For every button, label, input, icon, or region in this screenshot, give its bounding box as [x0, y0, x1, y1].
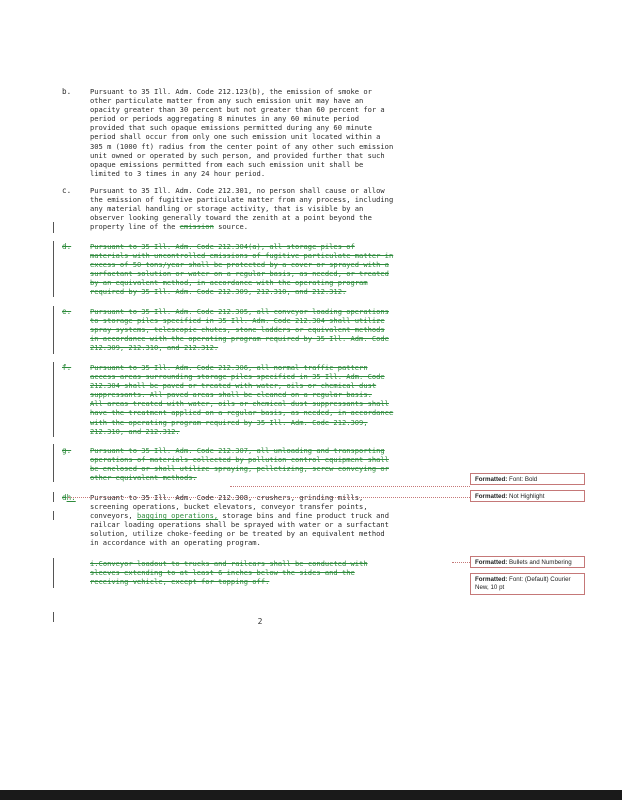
paragraph-b [62, 87, 452, 182]
paragraph-label: e. [62, 307, 72, 316]
paragraph-text: Pursuant to 35 Ill. Adm. Code 212.305, all conveyor loading operations to storage piles specified in 35 Ill. Adm. Code 212.304 shall utilize spray systems, telescopic chutes, stone ladders or equivalent methods in accordance with the operating program required by 35 Ill. Adm. Code 212.309, 212.310, and 212.312. [90, 307, 389, 353]
balloon-connector [230, 486, 470, 487]
change-bar [53, 511, 54, 520]
change-bar [53, 444, 54, 482]
paragraph-text: Pursuant to 35 Ill. Adm. Code 212.306, all normal traffic pattern access areas surrounding storage piles specified in 35 Ill. Adm. Code 212.304 shall be paved or treated with water, oils or chemical dust suppressants. All paved areas shall be cleaned on a regular basis. All areas treated with water, oils or chemical dust suppressants shall have the treatment applied on a regular basis, as needed, in accordance with the operating program required by 35 Ill. Adm. Code 212.309, 212.310, and 212.312. [90, 363, 394, 436]
formatting-balloon[interactable] [470, 490, 585, 502]
change-bar [53, 241, 54, 297]
paragraph-c [62, 186, 452, 234]
paragraph-label: c. [62, 186, 72, 195]
deleted-label: d [62, 493, 67, 502]
paragraph-label: g. [62, 446, 72, 455]
balloon-value: Bullets and Numbering [509, 559, 572, 566]
paragraph-text-body: Conveyor loadout to trucks and railcars shall be conducted with sleeves extending to at least 6 inches below the sides and the receiving vehicle, except for topping off. [90, 559, 368, 587]
balloon-value: Not Highlight [509, 493, 545, 500]
paragraph-e-deleted [62, 307, 452, 355]
paragraph-d-deleted [62, 242, 452, 300]
paragraph-label: b. [62, 87, 72, 96]
page-number: 2 [257, 617, 263, 626]
change-bar [53, 362, 54, 437]
paragraph-g-deleted [62, 446, 452, 484]
deleted-word: emission [179, 222, 214, 232]
formatting-balloon[interactable] [470, 573, 585, 595]
paragraph-i-deleted [90, 559, 452, 589]
inserted-phrase: bagging operations, [136, 511, 219, 521]
paragraph-label: f. [62, 363, 72, 372]
change-bar [53, 612, 54, 622]
paragraph-f-deleted [62, 363, 452, 438]
change-bar [53, 306, 54, 354]
balloon-value: Font: Bold [509, 476, 538, 483]
balloon-connector [452, 562, 470, 563]
paragraph-text-part: storage bins and fine product truck and railcar loading operations shall be sprayed with water or a surfactant solution, utilize choke-feeding or be treated by an equivalent method in accordance with an operating program. [90, 511, 389, 548]
change-bar [53, 558, 54, 588]
paragraph-text [90, 559, 440, 586]
paragraph-text [90, 493, 452, 548]
paragraph-h [62, 493, 452, 551]
formatting-balloon[interactable] [470, 473, 585, 485]
balloon-label: Formatted: [475, 493, 508, 500]
paragraph-text-part: source. [213, 222, 249, 232]
paragraph-text [90, 186, 452, 231]
balloon-connector [68, 497, 470, 498]
balloon-value: Font: (Default) Courier New, 10 pt [475, 576, 571, 591]
paragraph-label: i. [90, 559, 99, 568]
change-bar [53, 492, 54, 502]
paragraph-text: Pursuant to 35 Ill. Adm. Code 212.304(a), all storage piles of materials with uncontrolled emissions of fugitive particulate matter in excess of 50 tons/year shall be protected by a cover or sprayed with a surfactant solution or water on a regular basis, as needed, or treated by an equivalent method, in accordance with the operating program required by 35 Ill. Adm. Code 212.309, 212.310, and 212.312. [90, 242, 394, 297]
formatting-balloon[interactable] [470, 556, 585, 568]
scan-bottom-edge [0, 790, 622, 800]
change-bar [53, 222, 54, 233]
paragraph-text: Pursuant to 35 Ill. Adm. Code 212.307, all unloading and transporting operations of materials collected by pollution control equipment shall be enclosed or shall utilize spraying, pelletizing, screw conveying or other equivalent methods. [90, 446, 389, 483]
balloon-label: Formatted: [475, 576, 508, 583]
paragraph-text: Pursuant to 35 Ill. Adm. Code 212.123(b), the emission of smoke or other particulate matter from any such emission unit may have an opacity greater than 30 percent but not greater than 60 percent for a period or periods aggregating 8 minutes in any 60 minute period provided that such opaque emissions permitted during any 60 minute period shall occur from only one such emission unit located within a 305 m (1000 ft) radius from the center point of any other such emission unit owned or operated by such person, and provided further that such opaque emissions permitted from each such emission unit shall be limited to 3 times in any 24 hour period. [90, 87, 394, 178]
balloon-label: Formatted: [475, 559, 508, 566]
inserted-label: h. [66, 493, 76, 502]
paragraph-text-part: Pursuant to 35 Ill. Adm. Code 212.308, crushers, grinding mills, screening operations, bucket elevators, conveyor transfer points, conveyors, [90, 493, 368, 521]
balloon-label: Formatted: [475, 476, 508, 483]
paragraph-text-part: Pursuant to 35 Ill. Adm. Code 212.301, no person shall cause or allow the emission of fugitive particulate matter from any process, including any material handling or storage activity, that is visible by an observer looking generally toward the zenith at a point beyond the property line of the [90, 186, 394, 232]
paragraph-label: d. [62, 242, 72, 251]
